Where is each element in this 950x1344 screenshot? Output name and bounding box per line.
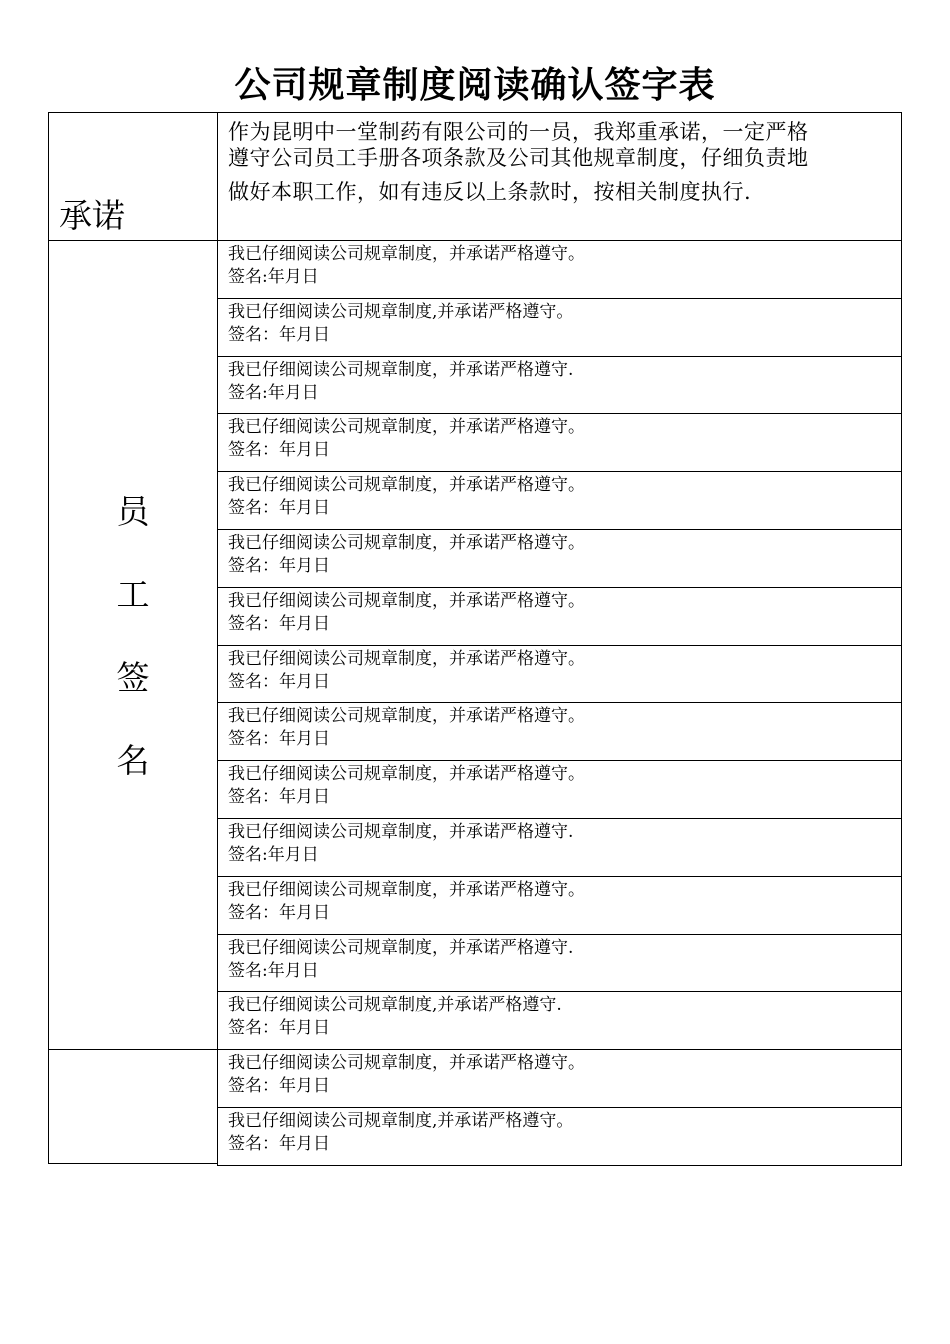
row-signature-line[interactable]: 签名：年月日 <box>228 672 330 692</box>
page-title: 公司规章制度阅读确认签字表 <box>234 65 716 106</box>
signature-label-char: 员 <box>116 492 150 531</box>
signature-row[interactable] <box>217 1049 902 1108</box>
row-statement: 我已仔细阅读公司规章制度，并承诺严格遵守。 <box>228 417 585 437</box>
confirmation-table <box>48 112 902 1164</box>
signature-row[interactable] <box>217 298 902 357</box>
signature-row[interactable] <box>217 471 902 530</box>
signature-row[interactable] <box>217 240 902 299</box>
row-statement: 我已仔细阅读公司规章制度,并承诺严格遵守. <box>228 995 562 1015</box>
signature-label-char: 名 <box>116 741 150 780</box>
row-signature-line[interactable]: 签名:年月日 <box>228 845 319 865</box>
signature-row[interactable] <box>217 1107 902 1166</box>
row-statement: 我已仔细阅读公司规章制度，并承诺严格遵守。 <box>228 764 585 784</box>
row-statement: 我已仔细阅读公司规章制度，并承诺严格遵守。 <box>228 1053 585 1073</box>
row-signature-line[interactable]: 签名：年月日 <box>228 1134 330 1154</box>
row-statement: 我已仔细阅读公司规章制度，并承诺严格遵守。 <box>228 649 585 669</box>
signature-label-char: 工 <box>116 575 150 614</box>
employee-signature-label-cell <box>48 240 218 1050</box>
row-signature-line[interactable]: 签名：年月日 <box>228 325 330 345</box>
pledge-line: 做好本职工作，如有违反以上条款时，按相关制度执行. <box>228 180 752 204</box>
pledge-line: 遵守公司员工手册各项条款及公司其他规章制度，仔细负责地 <box>228 146 809 170</box>
pledge-line: 作为昆明中一堂制药有限公司的一员，我郑重承诺，一定严格 <box>228 120 809 144</box>
signature-row[interactable] <box>217 587 902 646</box>
row-statement: 我已仔细阅读公司规章制度,并承诺严格遵守。 <box>228 302 574 322</box>
row-signature-line[interactable]: 签名：年月日 <box>228 498 330 518</box>
row-signature-line[interactable]: 签名：年月日 <box>228 903 330 923</box>
row-statement: 我已仔细阅读公司规章制度，并承诺严格遵守。 <box>228 706 585 726</box>
row-signature-line[interactable]: 签名：年月日 <box>228 1076 330 1096</box>
row-signature-line[interactable]: 签名：年月日 <box>228 729 330 749</box>
signature-row[interactable] <box>217 760 902 819</box>
signature-label-char: 签 <box>116 658 150 697</box>
row-signature-line[interactable]: 签名：年月日 <box>228 614 330 634</box>
row-signature-line[interactable]: 签名：年月日 <box>228 556 330 576</box>
row-signature-line[interactable]: 签名:年月日 <box>228 383 319 403</box>
signature-row[interactable] <box>217 529 902 588</box>
row-signature-line[interactable]: 签名：年月日 <box>228 1018 330 1038</box>
pledge-label: 承诺 <box>59 196 125 235</box>
signature-row[interactable] <box>217 413 902 472</box>
empty-label-cell <box>48 1049 218 1164</box>
row-statement: 我已仔细阅读公司规章制度，并承诺严格遵守. <box>228 938 574 958</box>
signature-row[interactable] <box>217 356 902 414</box>
row-signature-line[interactable]: 签名:年月日 <box>228 961 319 981</box>
row-signature-line[interactable]: 签名:年月日 <box>228 267 319 287</box>
row-statement: 我已仔细阅读公司规章制度，并承诺严格遵守。 <box>228 533 585 553</box>
row-statement: 我已仔细阅读公司规章制度，并承诺严格遵守。 <box>228 244 585 264</box>
row-signature-line[interactable]: 签名：年月日 <box>228 787 330 807</box>
signature-row[interactable] <box>217 876 902 935</box>
signature-row[interactable] <box>217 934 902 992</box>
signature-row[interactable] <box>217 991 902 1050</box>
row-signature-line[interactable]: 签名：年月日 <box>228 440 330 460</box>
signature-row[interactable] <box>217 702 902 761</box>
row-statement: 我已仔细阅读公司规章制度，并承诺严格遵守。 <box>228 880 585 900</box>
pledge-label-cell <box>48 112 218 241</box>
signature-row[interactable] <box>217 645 902 703</box>
row-statement: 我已仔细阅读公司规章制度，并承诺严格遵守. <box>228 822 574 842</box>
signature-row[interactable] <box>217 818 902 877</box>
row-statement: 我已仔细阅读公司规章制度，并承诺严格遵守。 <box>228 591 585 611</box>
pledge-text-cell <box>217 112 902 241</box>
row-statement: 我已仔细阅读公司规章制度,并承诺严格遵守。 <box>228 1111 574 1131</box>
row-statement: 我已仔细阅读公司规章制度，并承诺严格遵守。 <box>228 475 585 495</box>
row-statement: 我已仔细阅读公司规章制度，并承诺严格遵守. <box>228 360 574 380</box>
